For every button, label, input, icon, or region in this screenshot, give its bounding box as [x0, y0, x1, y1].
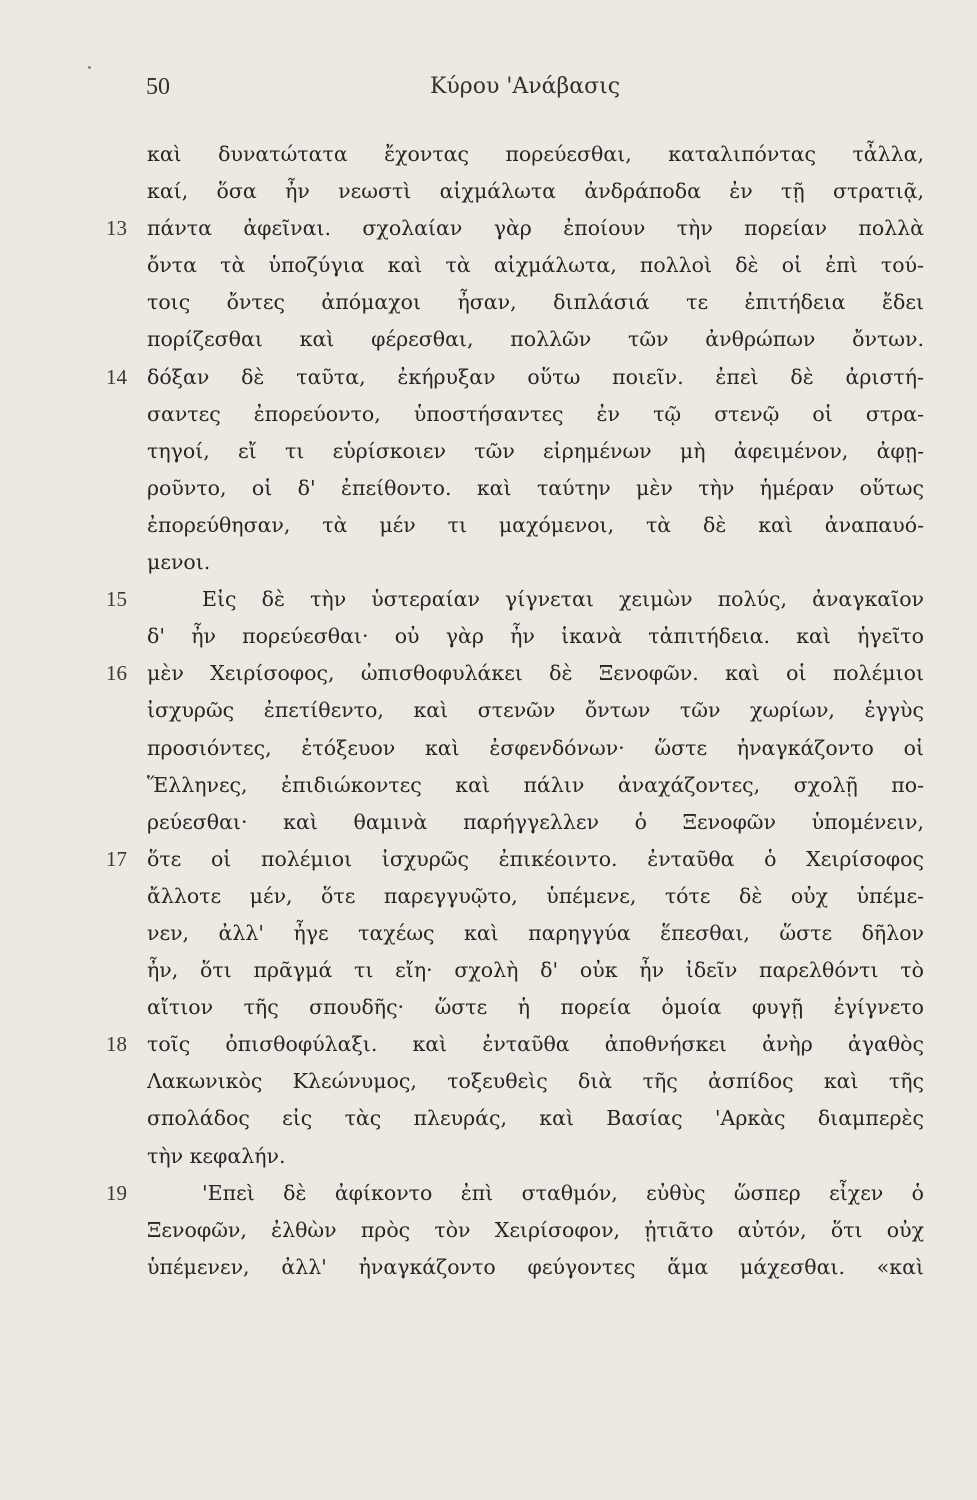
- section-number: 18: [106, 1032, 127, 1057]
- line-text: 'Επεὶ δὲ ἀφίκοντο ἐπὶ σταθμόν, εὐθὺς ὥσπερ εἶχεν ὁ: [202, 1180, 924, 1205]
- text-line: [0, 952, 977, 989]
- text-line: [0, 210, 977, 247]
- text-line: [0, 396, 977, 433]
- text-line: [0, 433, 977, 470]
- line-text: ὄντα τὰ ὑποζύγια καὶ τὰ αἰχμάλωτα, πολλοὶ δὲ οἱ ἐπὶ τού-: [147, 253, 924, 278]
- line-text: δ' ἦν πορεύεσθαι· οὐ γὰρ ἦν ἱκανὰ τἀπιτήδεια. καὶ ἡγεῖτο: [147, 624, 924, 649]
- running-title: Κύρου 'Ανάβασις: [430, 74, 621, 99]
- text-line: [0, 136, 977, 173]
- line-text: Λακωνικὸς Κλεώνυμος, τοξευθεὶς διὰ τῆς ἀσπίδος καὶ τῆς: [147, 1069, 924, 1094]
- text-line: [0, 470, 977, 507]
- text-line: [0, 1138, 977, 1175]
- text-line: [0, 1063, 977, 1100]
- line-text: μενοι.: [147, 550, 211, 575]
- text-line: [0, 878, 977, 915]
- line-text: ἄλλοτε μέν, ὅτε παρεγγυῷτο, ὑπέμενε, τότε δὲ οὐχ ὑπέμε-: [147, 883, 924, 908]
- section-number: 15: [106, 587, 127, 612]
- line-text: ρεύεσθαι· καὶ θαμινὰ παρήγγελλεν ὁ Ξενοφῶν ὑπομένειν,: [147, 809, 924, 834]
- line-text: σπολάδος εἰς τὰς πλευράς, καὶ Βασίας 'Αρκὰς διαμπερὲς: [147, 1106, 924, 1131]
- greek-text-block: [0, 136, 977, 1286]
- text-line: [0, 841, 977, 878]
- paper-speck: [88, 66, 91, 69]
- line-text: τηγοί, εἴ τι εὑρίσκοιεν τῶν εἰρημένων μὴ ἀφειμένον, ἀφῃ-: [147, 438, 924, 463]
- line-text: ροῦντο, οἱ δ' ἐπείθοντο. καὶ ταύτην μὲν τὴν ἡμέραν οὕτως: [147, 475, 924, 500]
- text-line: [0, 1212, 977, 1249]
- line-text: πορίζεσθαι καὶ φέρεσθαι, πολλῶν τῶν ἀνθρώπων ὄντων.: [147, 327, 924, 352]
- line-text: ὅτε οἱ πολέμιοι ἰσχυρῶς ἐπικέοιντο. ἐνταῦθα ὁ Χειρίσοφος: [147, 846, 924, 871]
- page-number: 50: [146, 74, 170, 100]
- line-text: δόξαν δὲ ταῦτα, ἐκήρυξαν οὕτω ποιεῖν. ἐπεὶ δὲ ἀριστή-: [147, 364, 924, 389]
- line-text: τοῖς ὀπισθοφύλαξι. καὶ ἐνταῦθα ἀποθνήσκει ἀνὴρ ἀγαθὸς: [147, 1032, 924, 1057]
- line-text: τὴν κεφαλήν.: [147, 1143, 286, 1168]
- text-line: [0, 915, 977, 952]
- section-number: 16: [106, 661, 127, 686]
- text-line: [0, 618, 977, 655]
- line-text: σαντες ἐπορεύοντο, ὑποστήσαντες ἐν τῷ στενῷ οἱ στρα-: [147, 401, 924, 426]
- line-text: νεν, ἀλλ' ἦγε ταχέως καὶ παρηγγύα ἕπεσθαι, ὥστε δῆλον: [147, 920, 924, 945]
- line-text: ὑπέμενεν, ἀλλ' ἠναγκάζοντο φεύγοντες ἅμα μάχεσθαι. «καὶ: [147, 1254, 924, 1279]
- text-line: [0, 655, 977, 692]
- section-number: 14: [106, 364, 127, 389]
- line-text: πάντα ἀφεῖναι. σχολαίαν γὰρ ἐποίουν τὴν πορείαν πολλὰ: [147, 216, 924, 241]
- text-line: [0, 989, 977, 1026]
- text-line: [0, 507, 977, 544]
- section-number: 19: [106, 1180, 127, 1205]
- line-text: Ξενοφῶν, ἐλθὼν πρὸς τὸν Χειρίσοφον, ᾐτιᾶτο αὐτόν, ὅτι οὐχ: [147, 1217, 924, 1242]
- line-text: τοις ὄντες ἀπόμαχοι ἦσαν, διπλάσιά τε ἐπιτήδεια ἔδει: [147, 290, 924, 315]
- line-text: ἰσχυρῶς ἐπετίθεντο, καὶ στενῶν ὄντων τῶν χωρίων, ἐγγὺς: [147, 698, 924, 723]
- text-line: [0, 692, 977, 729]
- text-line: [0, 284, 977, 321]
- text-line: [0, 730, 977, 767]
- line-text: καί, ὅσα ἦν νεωστὶ αἰχμάλωτα ἀνδράποδα ἐν τῇ στρατιᾷ,: [147, 179, 924, 204]
- text-line: [0, 1175, 977, 1212]
- text-line: [0, 321, 977, 358]
- text-line: [0, 581, 977, 618]
- line-text: Εἰς δὲ τὴν ὑστεραίαν γίγνεται χειμὼν πολύς, ἀναγκαῖον: [202, 587, 924, 612]
- text-line: [0, 1100, 977, 1137]
- line-text: προσιόντες, ἐτόξευον καὶ ἐσφενδόνων· ὥστε ἠναγκάζοντο οἱ: [147, 735, 924, 760]
- page-header: [0, 70, 977, 104]
- text-line: [0, 359, 977, 396]
- line-text: ἦν, ὅτι πρᾶγμά τι εἴη· σχολὴ δ' οὐκ ἦν ἰδεῖν παρελθόντι τὸ: [147, 958, 924, 983]
- text-line: [0, 247, 977, 284]
- section-number: 17: [106, 846, 127, 871]
- text-line: [0, 544, 977, 581]
- line-text: καὶ δυνατώτατα ἔχοντας πορεύεσθαι, καταλιπόντας τἆλλα,: [147, 142, 924, 166]
- section-number: 13: [106, 216, 127, 241]
- text-line: [0, 1249, 977, 1286]
- text-line: [0, 767, 977, 804]
- line-text: ἐπορεύθησαν, τὰ μέν τι μαχόμενοι, τὰ δὲ καὶ ἀναπαυό-: [147, 512, 924, 537]
- text-line: [0, 173, 977, 210]
- line-text: μὲν Χειρίσοφος, ὠπισθοφυλάκει δὲ Ξενοφῶν. καὶ οἱ πολέμιοι: [147, 661, 924, 686]
- line-text: αἴτιον τῆς σπουδῆς· ὥστε ἡ πορεία ὁμοία φυγῇ ἐγίγνετο: [147, 995, 924, 1020]
- text-line: [0, 1026, 977, 1063]
- text-line: [0, 804, 977, 841]
- line-text: Ἕλληνες, ἐπιδιώκοντες καὶ πάλιν ἀναχάζοντες, σχολῇ πο-: [147, 772, 924, 797]
